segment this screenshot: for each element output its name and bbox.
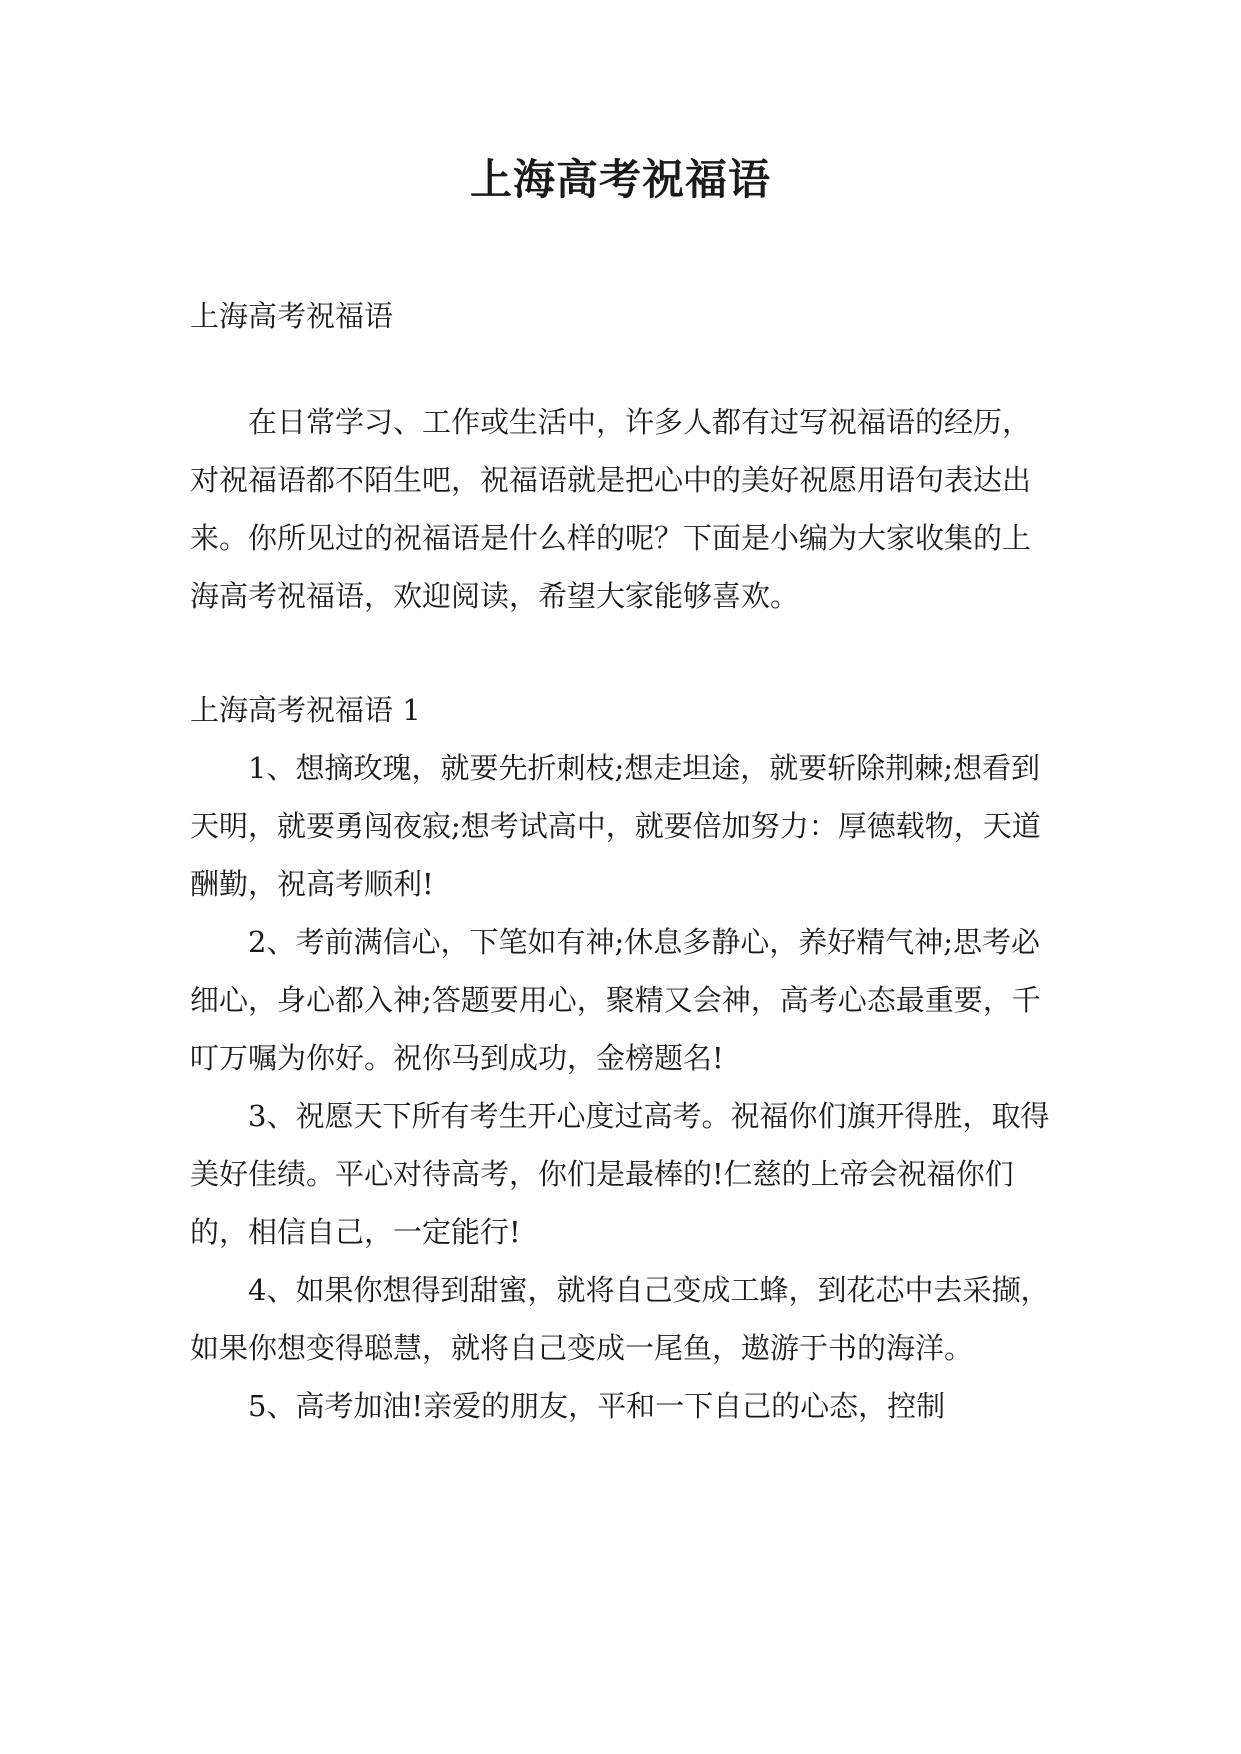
intro-paragraph: 在日常学习、工作或生活中，许多人都有过写祝福语的经历，对祝福语都不陌生吧，祝福语就是把心中的美好祝愿用语句表达出来。你所见过的祝福语是什么样的呢？下面是小编为大家收集的上海高考祝福语，欢迎阅读，希望大家能够喜欢。 [190,405,1032,613]
list-item: 4、如果你想得到甜蜜，就将自己变成工蜂，到花芯中去采撷，如果你想变得聪慧，就将自己变成一尾鱼，遨游于书的海洋。 [190,1273,1050,1365]
document-subtitle: 上海高考祝福语 [190,299,394,333]
list-item: 3、祝愿天下所有考生开心度过高考。祝福你们旗开得胜，取得美好佳绩。平心对待高考，你们是最棒的!仁慈的上帝会祝福你们的，相信自己，一定能行! [190,1099,1050,1249]
list-item: 1、想摘玫瑰，就要先折刺枝;想走坦途，就要斩除荆棘;想看到天明，就要勇闯夜寂;想考试高中，就要倍加努力：厚德载物，天道酬勤，祝高考顺利! [190,751,1041,901]
list-item: 5、高考加油!亲爱的朋友，平和一下自己的心态，控制 [248,1389,946,1423]
section-heading: 上海高考祝福语 1 [190,693,421,727]
list-item: 2、考前满信心，下笔如有神;休息多静心，养好精气神;思考必细心，身心都入神;答题要用心，聚精又会神，高考心态最重要，千叮万嘱为你好。祝你马到成功，金榜题名! [190,925,1041,1075]
document-title: 上海高考祝福语 [469,155,771,204]
document-body [190,287,1050,1435]
